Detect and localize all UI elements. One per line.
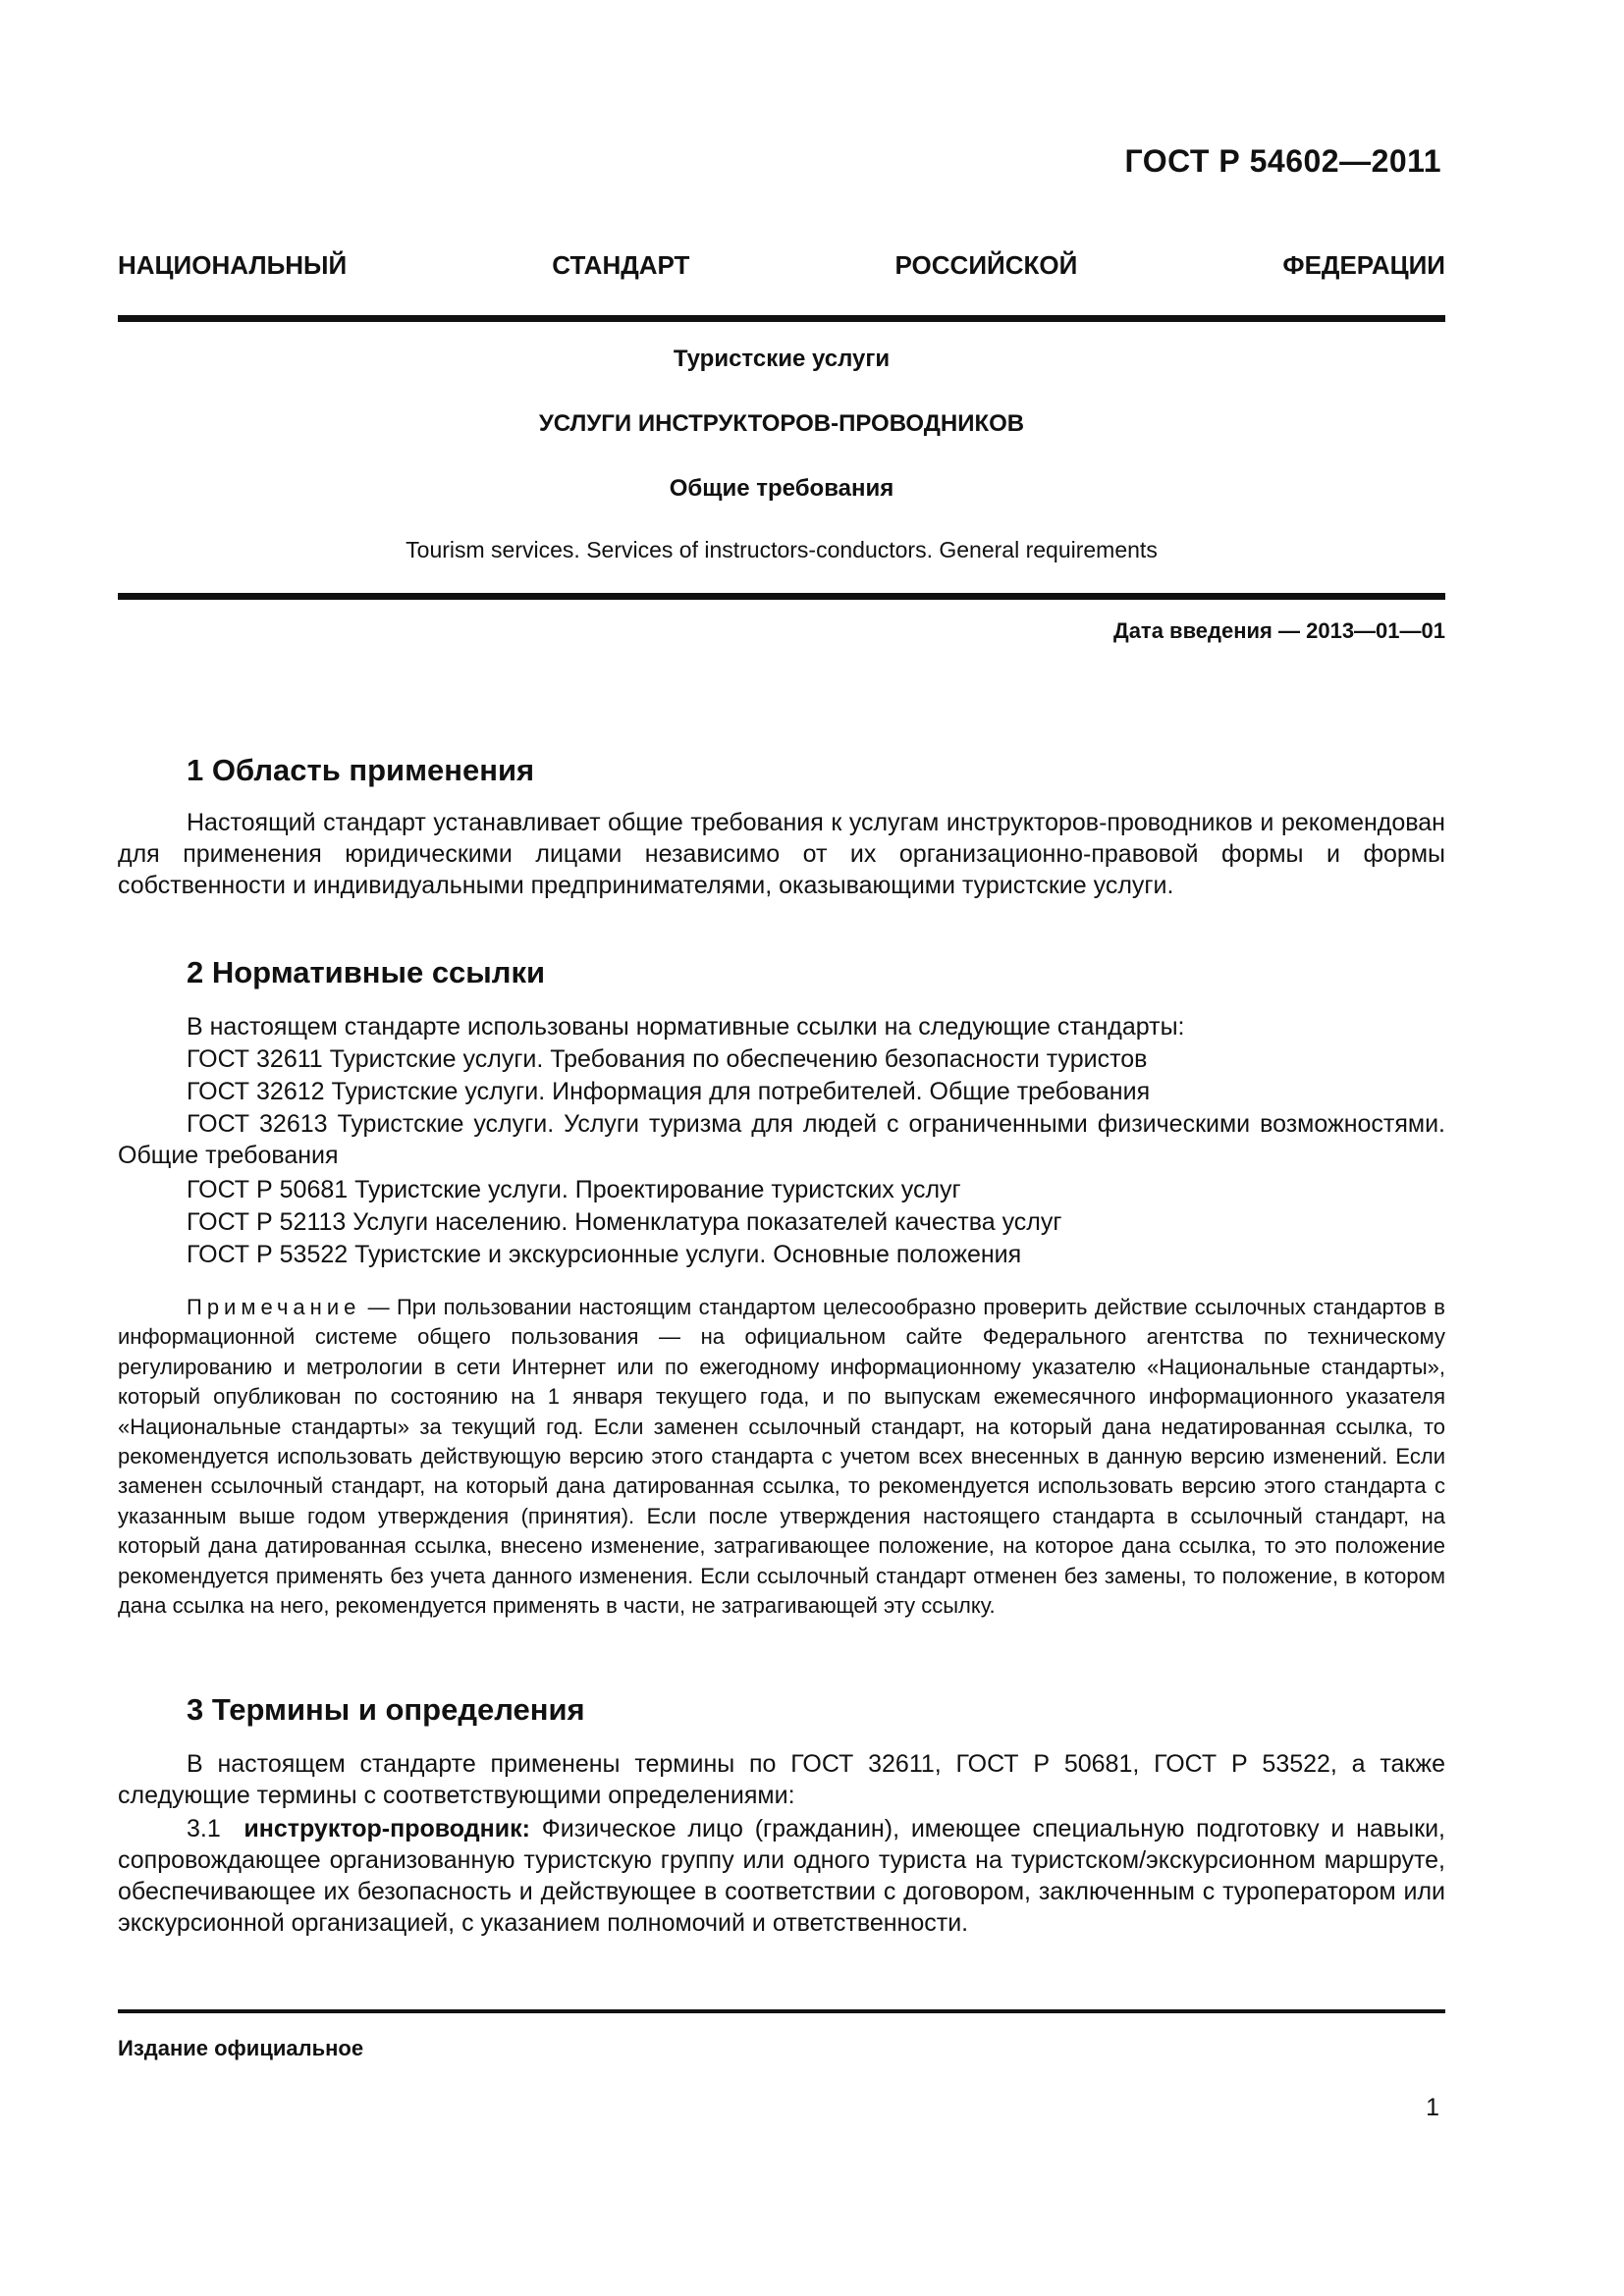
title-subtitle: Общие требования [669, 475, 894, 502]
section-3-intro [118, 1748, 1445, 1811]
title-category: Туристские услуги [673, 346, 891, 372]
section-1-paragraph [118, 807, 1445, 901]
edition-label: Издание официальное [118, 2036, 364, 2060]
references-intro-text: В настоящем стандарте использованы нормативные ссылки на следующие стандарты: [187, 1013, 1185, 1041]
reference-text: ГОСТ Р 52113 Услуги населению. Номенклатура показателей качества услуг [187, 1208, 1062, 1236]
national-standard-banner: НАЦИОНАЛЬНЫЙ СТАНДАРТ РОССИЙСКОЙ ФЕДЕРАЦИИ [118, 250, 1445, 280]
section-3-intro-text: В настоящем стандарте применены термины по ГОСТ 32611, ГОСТ Р 50681, ГОСТ Р 53522, а также следующие термины с соответствующими определениями: [118, 1750, 1445, 1809]
section-3-heading: 3 Термины и определения [187, 1692, 585, 1727]
reference-item [118, 1206, 1445, 1238]
introduction-date: Дата введения — 2013—01—01 [1113, 618, 1445, 643]
term-definition-text: Физическое лицо (гражданин), имеющее специальную подготовку и навыки, сопровождающее организованную туристскую группу или одного туриста на туристском/экскурсионном маршруте, обеспечивающее их безопасность и действующее в соответствии с договором, заключенным с туроператором или экскурсионной организацией, с указанием полномочий и ответственности. [118, 1815, 1445, 1937]
title-divider [118, 593, 1445, 600]
reference-text: ГОСТ 32612 Туристские услуги. Информация для потребителей. Общие требования [187, 1078, 1151, 1105]
reference-item [118, 1239, 1445, 1270]
note-label: Примечание [187, 1295, 361, 1319]
term-number: 3.1 [187, 1815, 221, 1842]
reference-text: ГОСТ Р 53522 Туристские и экскурсионные услуги. Основные положения [187, 1241, 1022, 1268]
references-note [118, 1293, 1445, 1621]
reference-item [118, 1108, 1445, 1171]
term-name: инструктор-проводник: [244, 1815, 530, 1842]
term-definition [118, 1813, 1445, 1939]
reference-item [118, 1174, 1445, 1205]
note-text: — При пользовании настоящим стандартом целесообразно проверить действие ссылочных стандартов в информационной системе общего пользования — на официальном сайте Федерального агентства по техническому регулированию и метрологии в сети Интернет или по ежегодному информационному указателю «Национальные стандарты», который опубликован по состоянию на 1 января текущего года, и по выпускам ежемесячного информационного указателя «Национальные стандарты» за текущий год. Если заменен ссылочный стандарт, на который дана недатированная ссылка, то рекомендуется использовать действующую версию этого стандарта с учетом всех внесенных в данную версию изменений. Если заменен ссылочный стандарт, на который дана датированная ссылка, то рекомендуется использовать версию этого стандарта с указанным выше годом утверждения (принятия). Если после утверждения настоящего стандарта в ссылочный стандарт, на который дана датированная ссылка, внесено изменение, затрагивающее положение, на которое дана ссылка, то это положение рекомендуется применять без учета данного изменения. Если ссылочный стандарт отменен без замены, то положение, в котором дана ссылка на него, рекомендуется применять в части, не затрагивающей эту ссылку. [118, 1295, 1445, 1619]
reference-text: ГОСТ Р 50681 Туристские услуги. Проектирование туристских услуг [187, 1176, 961, 1203]
references-intro [118, 1011, 1445, 1042]
section-1-text: Настоящий стандарт устанавливает общие требования к услугам инструкторов-проводников и рекомендован для применения юридическими лицами независимо от их организационно-правовой формы и формы собственности и индивидуальными предпринимателями, оказывающими туристские услуги. [118, 809, 1445, 899]
reference-item [118, 1043, 1445, 1075]
reference-text: ГОСТ 32611 Туристские услуги. Требования по обеспечению безопасности туристов [187, 1045, 1148, 1073]
page-number: 1 [1426, 2094, 1439, 2121]
reference-text: ГОСТ 32613 Туристские услуги. Услуги туризма для людей с ограниченными физическими возможностями. Общие требования [118, 1110, 1445, 1169]
top-divider [118, 315, 1445, 322]
section-2-heading: 2 Нормативные ссылки [187, 955, 546, 989]
section-1-heading: 1 Область применения [187, 753, 535, 787]
document-code: ГОСТ Р 54602—2011 [1124, 143, 1441, 179]
footer-divider [118, 2009, 1445, 2013]
title-main: УСЛУГИ ИНСТРУКТОРОВ-ПРОВОДНИКОВ [538, 410, 1025, 437]
title-english: Tourism services. Services of instructors-conductors. General requirements [406, 537, 1158, 562]
reference-item [118, 1076, 1445, 1107]
